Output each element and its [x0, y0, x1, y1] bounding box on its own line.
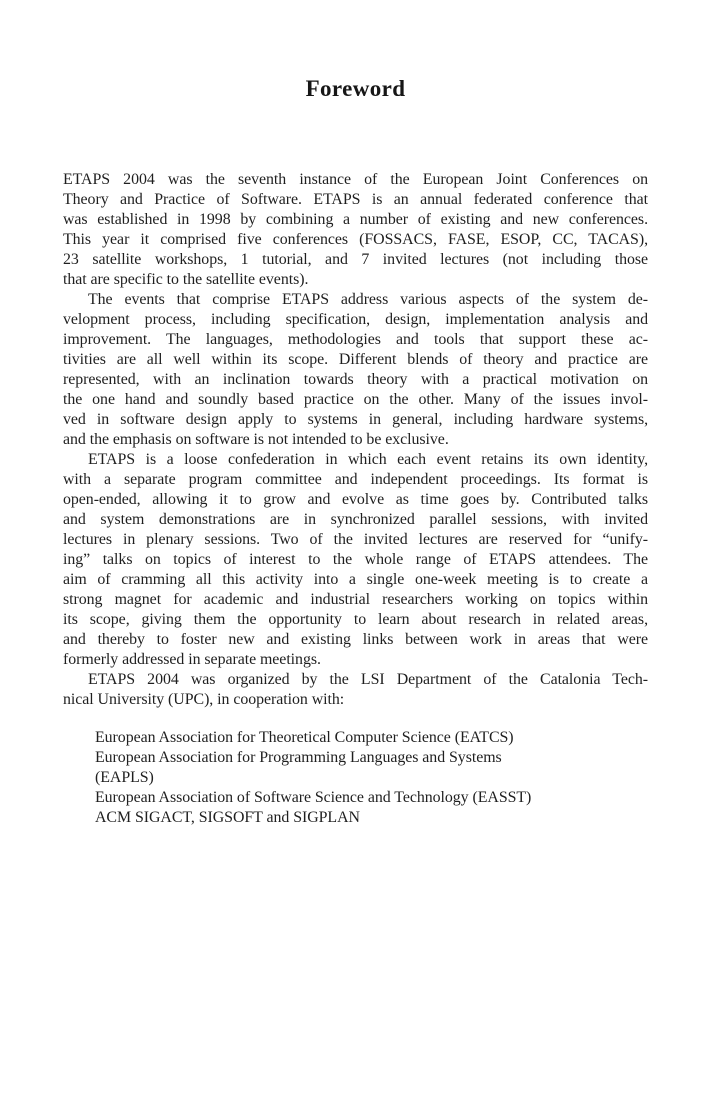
page-title: Foreword	[305, 76, 406, 101]
text-line: This year it comprised five conferences (FOSSACS, FASE, ESOP, CC, TACAS),	[63, 231, 648, 248]
text-line: aim of cramming all this activity into a single one-week meeting is to create a	[63, 571, 648, 588]
affiliation-line: (EAPLS)	[95, 769, 154, 786]
text-line: lectures in plenary sessions. Two of the invited lectures are reserved for “unify-	[63, 531, 648, 548]
text-line: the one hand and soundly based practice on the other. Many of the issues invol-	[63, 391, 648, 408]
paragraph	[63, 450, 648, 670]
text-line: represented, with an inclination towards theory with a practical motivation on	[63, 371, 648, 388]
text-line: its scope, giving them the opportunity to learn about research in related areas,	[63, 611, 648, 628]
paragraph	[63, 170, 648, 290]
text-line: formerly addressed in separate meetings.	[63, 651, 321, 668]
text-line: ing” talks on topics of interest to the whole range of ETAPS attendees. The	[63, 551, 648, 568]
paragraph	[63, 290, 648, 450]
text-line: velopment process, including specification, design, implementation analysis and	[63, 311, 648, 328]
text-line: and system demonstrations are in synchronized parallel sessions, with invited	[63, 511, 648, 528]
text-line: with a separate program committee and independent proceedings. Its format is	[63, 471, 648, 488]
text-line: The events that comprise ETAPS address various aspects of the system de-	[88, 291, 648, 308]
affiliation-line: ACM SIGACT, SIGSOFT and SIGPLAN	[95, 809, 360, 826]
text-line: open-ended, allowing it to grow and evolve as time goes by. Contributed talks	[63, 491, 648, 508]
affiliations-list	[63, 728, 648, 828]
affiliation-line: European Association for Programming Languages and Systems	[95, 749, 502, 766]
page-body	[63, 170, 648, 828]
text-line: improvement. The languages, methodologies and tools that support these ac-	[63, 331, 648, 348]
text-line: ETAPS is a loose confederation in which each event retains its own identity,	[88, 451, 648, 468]
text-line: that are specific to the satellite events).	[63, 271, 309, 288]
text-line: and thereby to foster new and existing links between work in areas that were	[63, 631, 648, 648]
text-line: ETAPS 2004 was the seventh instance of the European Joint Conferences on	[63, 171, 648, 188]
paragraph	[63, 670, 648, 710]
text-line: nical University (UPC), in cooperation with:	[63, 691, 345, 708]
text-line: ETAPS 2004 was organized by the LSI Department of the Catalonia Tech-	[88, 671, 648, 688]
text-line: Theory and Practice of Software. ETAPS is an annual federated conference that	[63, 191, 648, 208]
text-line: tivities are all well within its scope. Different blends of theory and practice are	[63, 351, 648, 368]
affiliation-line: European Association for Theoretical Computer Science (EATCS)	[95, 729, 514, 746]
text-line: ved in software design apply to systems in general, including hardware systems,	[63, 411, 648, 428]
paragraphs-container	[63, 170, 648, 710]
text-line: strong magnet for academic and industrial researchers working on topics within	[63, 591, 648, 608]
affiliation-line: European Association of Software Science and Technology (EASST)	[95, 789, 532, 806]
text-line: was established in 1998 by combining a number of existing and new conferences.	[63, 211, 648, 228]
text-line: 23 satellite workshops, 1 tutorial, and 7 invited lectures (not including those	[63, 251, 648, 268]
text-line: and the emphasis on software is not intended to be exclusive.	[63, 431, 449, 448]
